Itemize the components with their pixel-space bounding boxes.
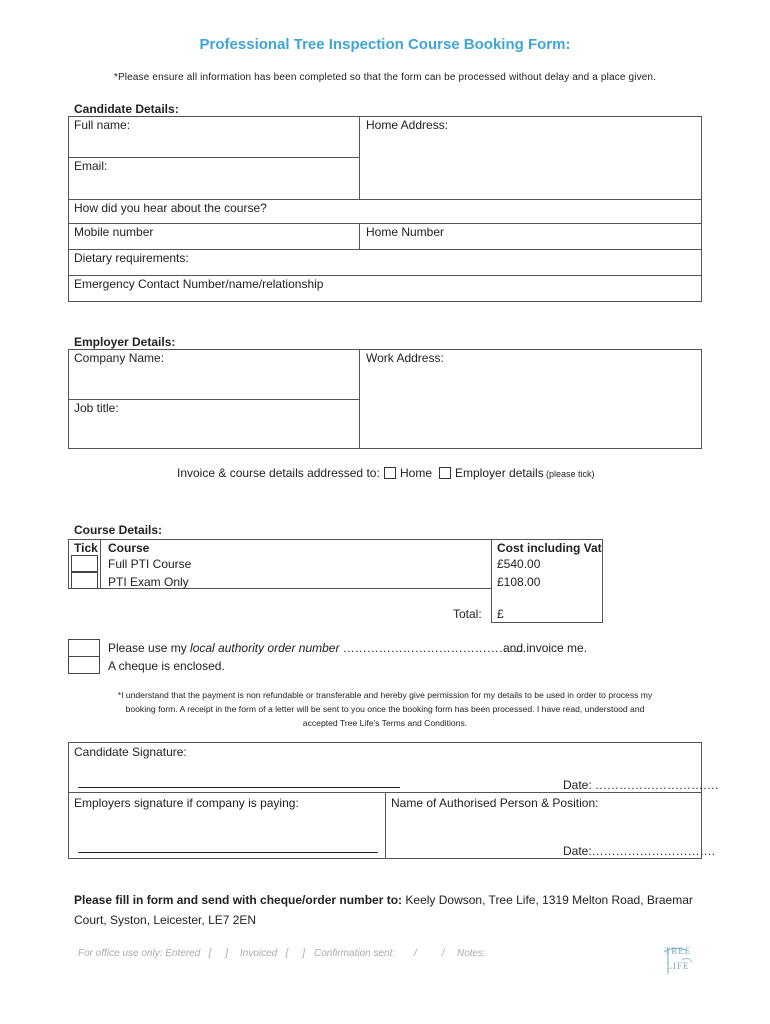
home-address-label: Home Address: [366,118,449,132]
emergency-contact-label: Emergency Contact Number/name/relationship [74,277,324,291]
candidate-signature-label: Candidate Signature: [74,745,187,759]
candidate-heading: Candidate Details: [74,102,179,116]
invoice-label: Invoice & course details addressed to: [177,466,380,480]
office-entered: For office use only: Entered [ ] [78,948,229,959]
email-field[interactable] [68,157,360,200]
form-title: Professional Tree Inspection Course Booking Form: [199,36,571,53]
order-prefix: Please use my [108,641,191,655]
date-field-1[interactable]: Date: …………………………. [563,778,719,792]
send-instructions [74,890,694,930]
course-row-name: Full PTI Course [108,557,192,571]
full-pti-tick-box[interactable] [71,555,98,572]
logo-text-2: LIFE [666,961,690,971]
order-dots[interactable]: ………………………………………. [339,641,527,655]
full-name-label: Full name: [74,118,131,132]
work-address-label: Work Address: [366,351,444,365]
tick-col-divider [100,539,101,589]
cheque-tick-box[interactable] [68,656,100,674]
candidate-signature-line[interactable] [78,787,400,788]
total-label: Total: [453,607,482,621]
logo-text-1: TREE [664,946,692,956]
authorised-person-label: Name of Authorised Person & Position: [391,796,599,810]
email-label: Email: [74,159,108,173]
cheque-option: A cheque is enclosed. [108,659,225,673]
course-table-top [68,539,603,540]
employer-heading: Employer Details: [74,335,176,349]
total-bottom-line [491,622,603,623]
hear-about-label: How did you hear about the course? [74,201,267,215]
col-cost-header: Cost including Vat [497,541,602,555]
office-invoiced: Invoiced [ ] [240,948,306,959]
send-bold: Please fill in form and send with cheque/order number to: [74,893,403,907]
cost-col-divider [491,539,492,623]
order-suffix: and invoice me. [503,641,588,655]
order-number-tick-box[interactable] [68,639,100,657]
invoice-employer-checkbox[interactable] [439,467,451,479]
invoice-home-label: Home [400,466,433,480]
send-address-2: Court, Syston, Leicester, LE7 2EN [74,913,257,927]
course-row-cost: £540.00 [497,557,541,571]
invoice-home-checkbox[interactable] [384,467,396,479]
course-heading: Course Details: [74,523,163,537]
pti-exam-tick-box[interactable] [71,572,98,589]
office-notes: Notes: [457,948,486,959]
invoice-employer-label: Employer details [455,466,544,480]
dietary-label: Dietary requirements: [74,251,189,265]
course-row-cost: £108.00 [497,575,541,589]
office-date-slashes: / / [414,948,445,959]
order-number-option [108,641,526,655]
office-confirmation: Confirmation sent: [314,948,396,959]
order-italic: local authority order number [190,641,340,655]
employer-signature-label: Employers signature if company is paying: [74,796,299,810]
intro-note: *Please ensure all information has been completed so that the form can be processed without delay and a place given. [113,72,657,83]
mobile-number-label: Mobile number [74,225,154,239]
col-tick-header: Tick [74,541,98,555]
tree-life-logo [660,944,696,978]
terms-line: *I understand that the payment is non refundable or transferable and hereby give permission for my details to be used in order to process my [117,690,653,700]
terms-line: booking form. A receipt in the form of a letter will be sent to you once the booking form has been processed. I have read, understood and [125,704,645,714]
company-name-label: Company Name: [74,351,165,365]
please-tick-hint: (please tick) [546,469,595,479]
table-left-edge [68,539,69,589]
terms-text [0,688,770,730]
signature-col-divider [385,792,386,859]
home-number-label: Home Number [366,225,445,239]
date-field-2[interactable]: Date:…………………………. [563,844,716,858]
employer-signature-line[interactable] [78,852,378,853]
col-course-header: Course [108,541,150,555]
total-value[interactable]: £ [497,607,504,621]
course-row-name: PTI Exam Only [108,575,189,589]
terms-line: accepted Tree Life's Terms and Conditions. [302,718,468,728]
send-address-1: Keely Dowson, Tree Life, 1319 Melton Road, Braemar [402,893,693,907]
job-title-label: Job title: [74,401,119,415]
